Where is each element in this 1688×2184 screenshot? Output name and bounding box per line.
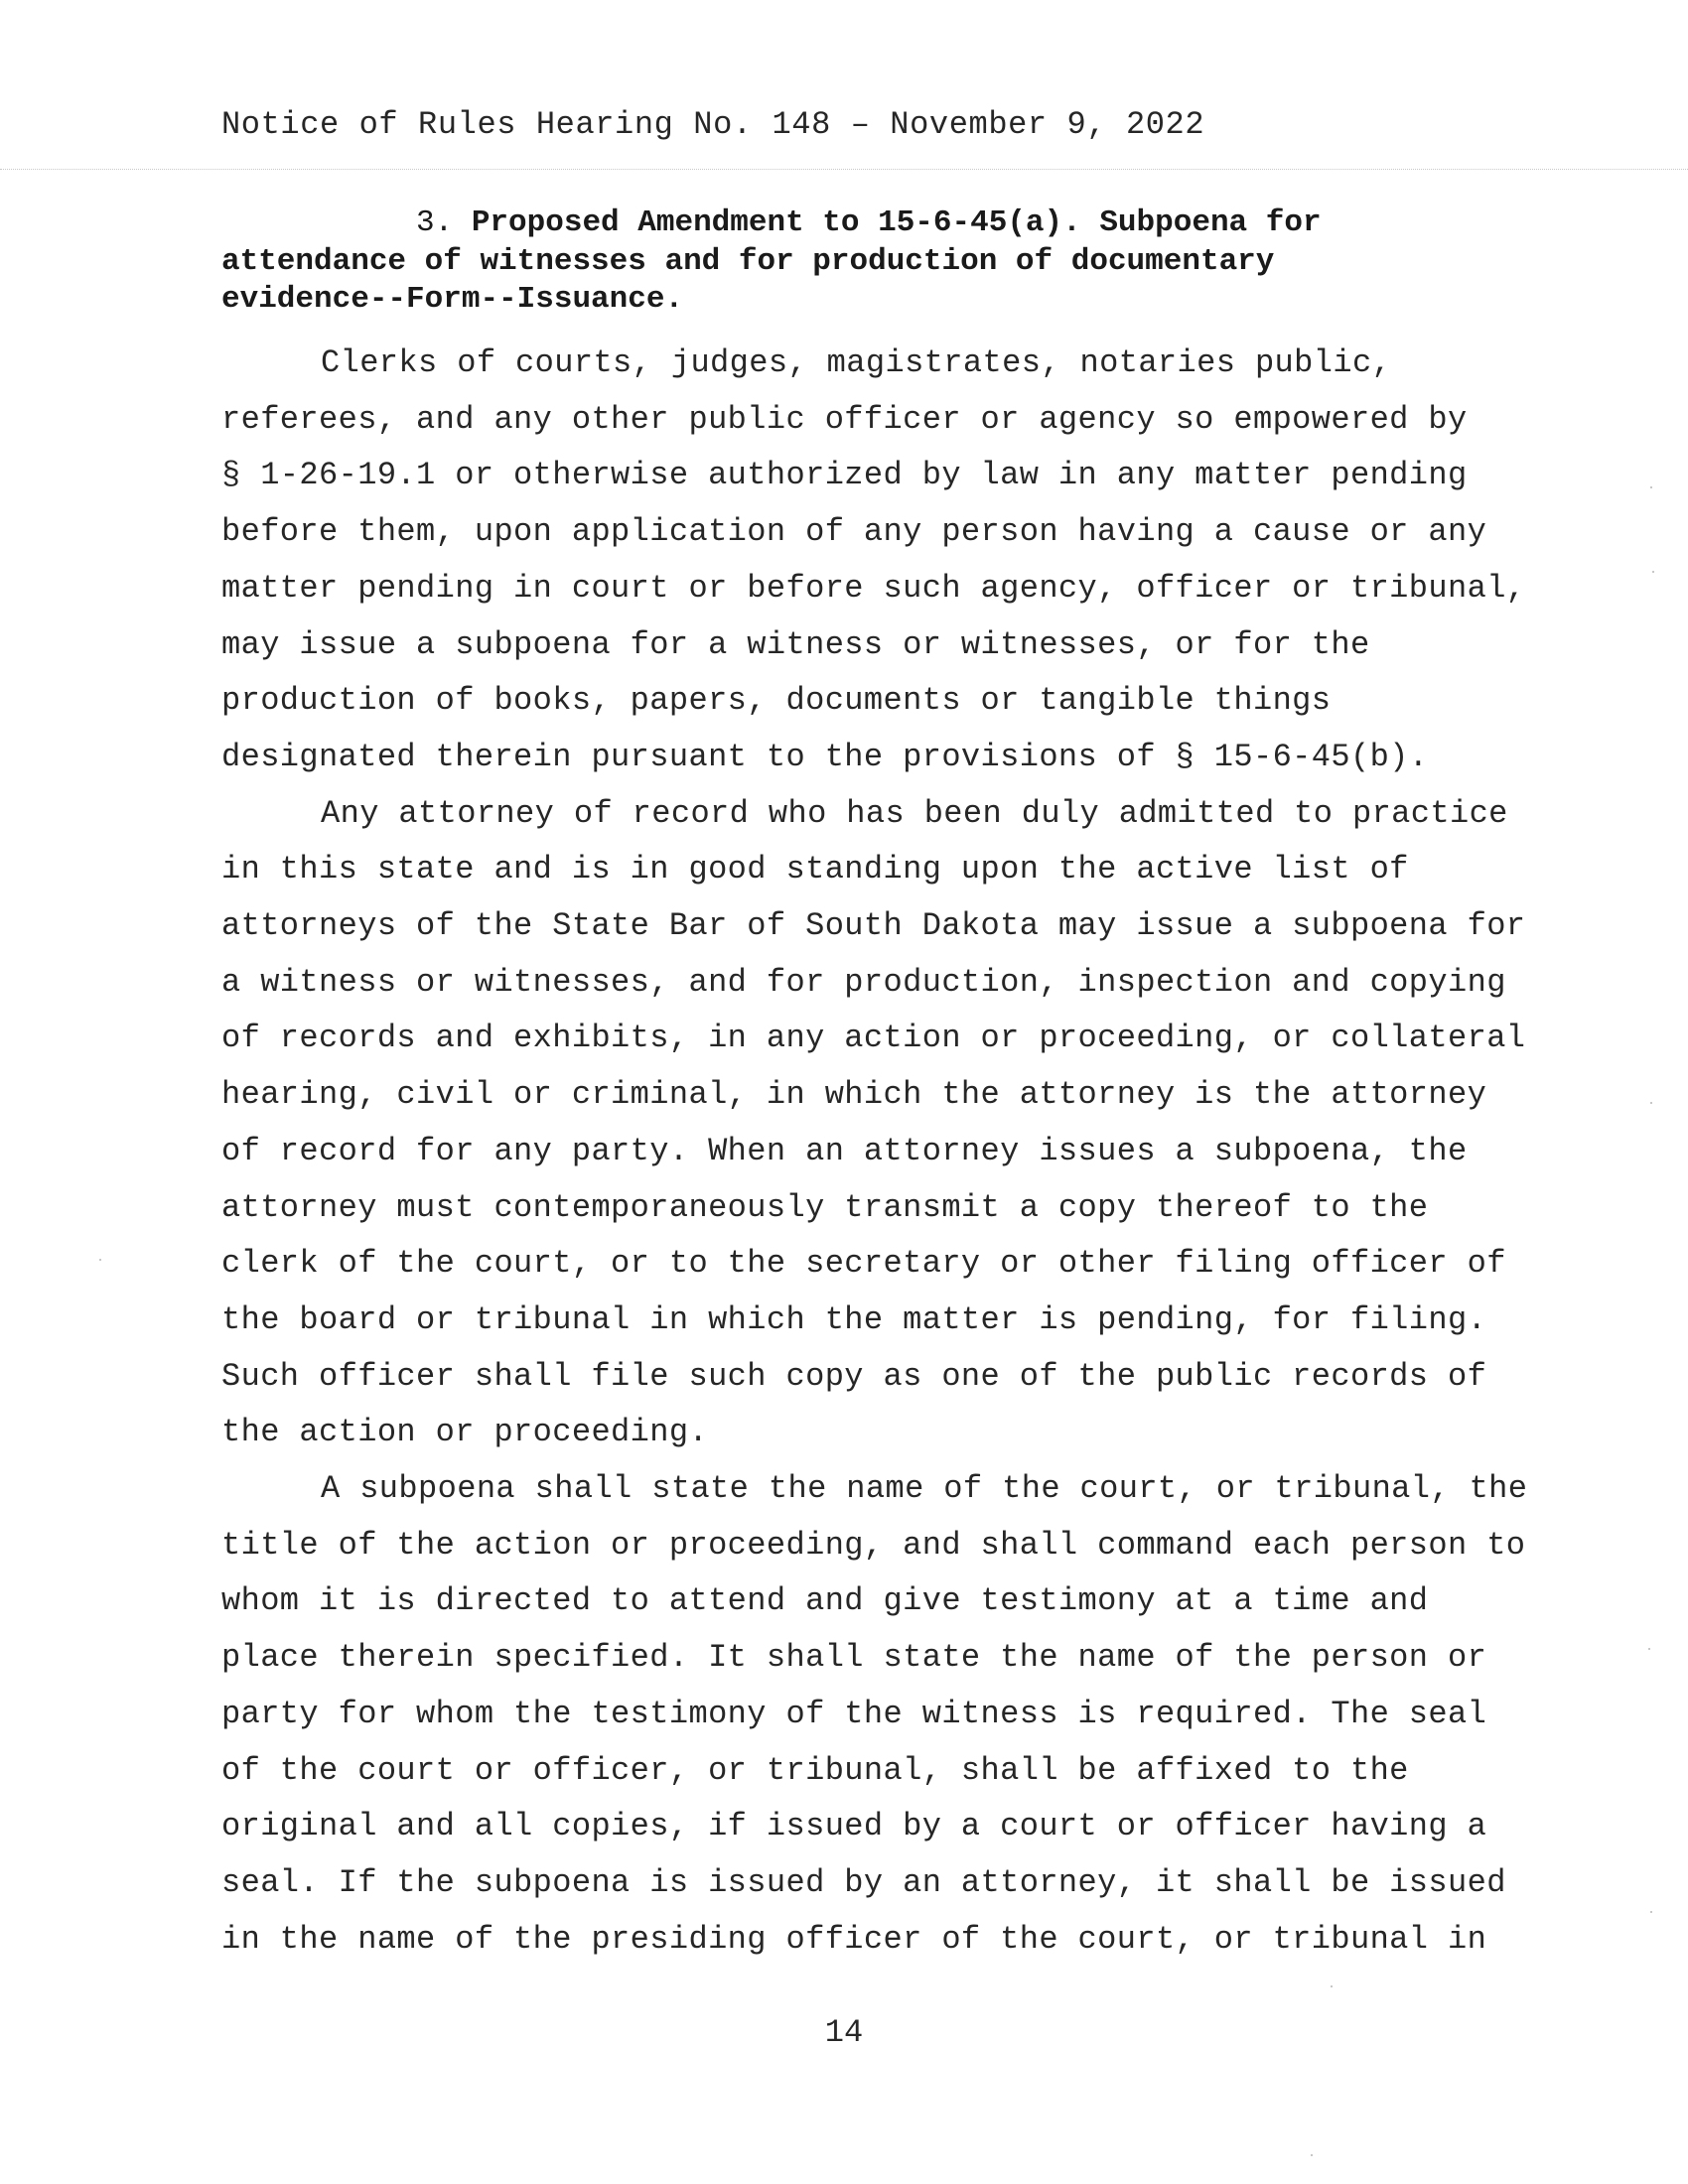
scan-speck <box>1650 1102 1652 1104</box>
document-body <box>221 336 1592 1968</box>
scan-speck <box>1650 486 1652 488</box>
section-heading-text: Proposed Amendment to 15-6-45(a). Subpoena for <box>471 205 1322 240</box>
text-line: clerk of the court, or to the secretary or other filing officer of <box>221 1245 1506 1283</box>
text-line: whom it is directed to attend and give testimony at a time and <box>221 1582 1429 1620</box>
section-heading-line <box>221 205 1512 243</box>
text-line: referees, and any other public officer or agency so empowered by <box>221 400 1468 438</box>
text-line: the board or tribunal in which the matter is pending, for filing. <box>221 1300 1487 1338</box>
text-line: place therein specified. It shall state the name of the person or <box>221 1639 1487 1677</box>
text-line: in the name of the presiding officer of the court, or tribunal in <box>221 1920 1487 1958</box>
section-heading-line: attendance of witnesses and for production of documentary <box>221 243 1275 279</box>
text-line: a witness or witnesses, and for production, inspection and copying <box>221 963 1506 1001</box>
text-line: Such officer shall file such copy as one of the public records of <box>221 1357 1487 1395</box>
text-line: may issue a subpoena for a witness or witnesses, or for the <box>221 625 1370 663</box>
text-line: original and all copies, if issued by a court or officer having a <box>221 1808 1487 1845</box>
scan-speck <box>99 1259 101 1261</box>
text-line: hearing, civil or criminal, in which the attorney is the attorney <box>221 1076 1487 1114</box>
section-heading <box>221 205 1512 320</box>
text-line: title of the action or proceeding, and shall command each person to <box>221 1526 1526 1564</box>
paragraph-subpoena-contents <box>221 1461 1592 1968</box>
text-line: A subpoena shall state the name of the court, or tribunal, the <box>321 1470 1528 1508</box>
text-line: seal. If the subpoena is issued by an attorney, it shall be issued <box>221 1863 1506 1901</box>
header-divider <box>0 169 1688 170</box>
text-line: matter pending in court or before such agency, officer or tribunal, <box>221 569 1526 607</box>
section-heading-line: evidence--Form--Issuance. <box>221 282 684 317</box>
scan-speck <box>1650 1911 1652 1913</box>
scan-speck <box>1311 2154 1313 2156</box>
text-line: attorneys of the State Bar of South Dakota may issue a subpoena for <box>221 907 1526 945</box>
page-number: 14 <box>824 2014 864 2051</box>
paragraph-attorney <box>221 786 1592 1461</box>
text-line: production of books, papers, documents or tangible things <box>221 682 1332 720</box>
text-line: before them, upon application of any person having a cause or any <box>221 513 1487 551</box>
text-line: Clerks of courts, judges, magistrates, notaries public, <box>321 344 1392 381</box>
document-header: Notice of Rules Hearing No. 148 – November 9, 2022 <box>221 106 1205 143</box>
text-line: § 1-26-19.1 or otherwise authorized by law in any matter pending <box>221 457 1468 494</box>
section-number: 3. <box>416 205 454 240</box>
text-line: party for whom the testimony of the witness is required. The seal <box>221 1695 1487 1732</box>
text-line: designated therein pursuant to the provisions of § 15-6-45(b). <box>221 738 1429 775</box>
text-line: of records and exhibits, in any action or proceeding, or collateral <box>221 1020 1526 1057</box>
scan-speck <box>1652 571 1654 573</box>
text-line: of the court or officer, or tribunal, shall be affixed to the <box>221 1751 1409 1789</box>
text-line: in this state and is in good standing upon the active list of <box>221 851 1409 888</box>
scan-speck <box>1648 1648 1650 1650</box>
text-line: of record for any party. When an attorney issues a subpoena, the <box>221 1132 1468 1169</box>
scan-speck <box>1331 1985 1333 1987</box>
text-line: the action or proceeding. <box>221 1414 709 1451</box>
text-line: Any attorney of record who has been duly admitted to practice <box>321 794 1508 832</box>
paragraph-clerks <box>221 336 1592 786</box>
text-line: attorney must contemporaneously transmit a copy thereof to the <box>221 1188 1429 1226</box>
